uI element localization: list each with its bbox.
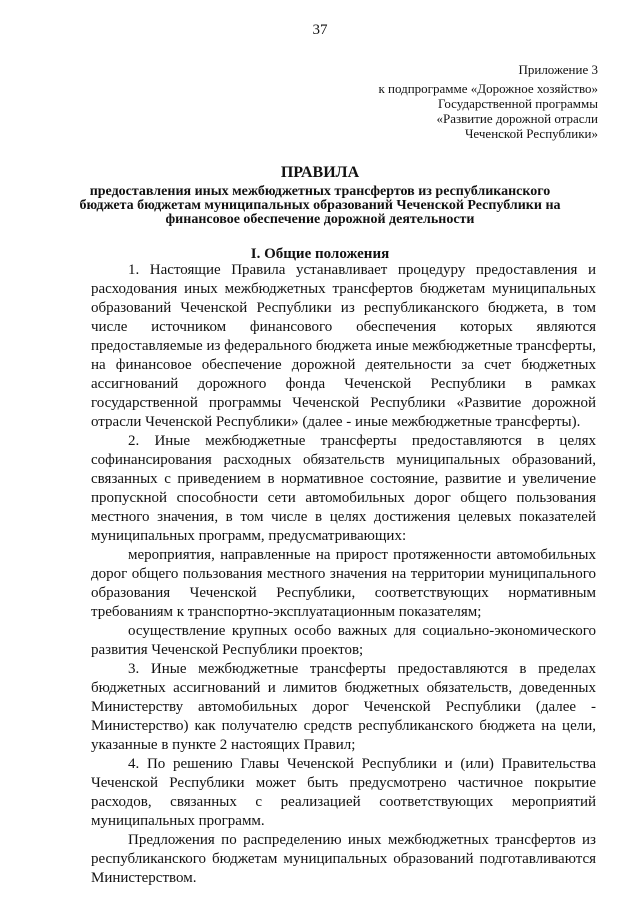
paragraph: Предложения по распределению иных межбюджетных трансфертов из республиканского бюджетам муниципальных образований подготавливаются Министерством.: [91, 832, 596, 886]
appendix-line: Государственной программы: [437, 96, 598, 111]
document-body: [91, 261, 596, 888]
paragraph: 4. По решению Главы Чеченской Республики и (или) Правительства Чеченской Республики может быть предусмотрено частичное покрытие расходов, связанных с реализацией соответствующих мероприятий муниципальных программ.: [91, 756, 596, 829]
paragraph: 3. Иные межбюджетные трансферты предоставляются в пределах бюджетных ассигнований и лимитов бюджетных обязательств, доведенных Министерству автомобильных дорог Чеченской Республики (далее - Министерство) как получателю средств республиканского бюджета на цели, указанные в пункте 2 настоящих Правил;: [91, 661, 596, 753]
appendix-line: «Развитие дорожной отрасли: [436, 111, 598, 126]
document-subtitle: предоставления иных межбюджетных трансфертов из республиканского бюджета бюджетам муниципальных образований Чеченской Республики на финансовое обеспечение дорожной деятельности: [79, 184, 561, 227]
paragraph: мероприятия, направленные на прирост протяженности автомобильных дорог общего пользования местного значения на территории муниципального образования Чеченской Республики, соответствующих нормативным требованиям к транспортно-эксплуатационным показателям;: [91, 547, 596, 620]
section-heading: I. Общие положения: [250, 246, 390, 262]
paragraph: 1. Настоящие Правила устанавливает процедуру предоставления и расходования иных межбюджетных трансфертов бюджетам муниципальных образований Чеченской Республики из республиканского бюджета, в том числе источником финансового обеспечения которых являются предоставляемые из федерального бюджета иные межбюджетные трансферты, на финансовое обеспечение дорожной деятельности за счет бюджетных ассигнований дорожного фонда Чеченской Республики в рамках государственной программы Чеченской Республики «Развитие дорожной отрасли Чеченской Республики» (далее - иные межбюджетные трансферты).: [91, 262, 596, 430]
page-number: 37: [312, 22, 328, 38]
paragraph: 2. Иные межбюджетные трансферты предоставляются в целях софинансирования расходных обязательств муниципальных образований, связанных с приведением в нормативное состояние, развитие и увеличение пропускной способности сети автомобильных дорог общего пользования местного значения, в том числе в целях достижения целевых показателей муниципальных программ, предусматривающих:: [91, 433, 596, 544]
appendix-title: Приложение 3: [518, 62, 598, 77]
document-title: ПРАВИЛА: [280, 164, 360, 181]
appendix-line: Чеченской Республики»: [464, 126, 598, 141]
appendix-line: к подпрограмме «Дорожное хозяйство»: [378, 81, 598, 96]
appendix-block: [298, 62, 598, 141]
paragraph: осуществление крупных особо важных для социально-экономического развития Чеченской Республики проектов;: [91, 623, 596, 658]
